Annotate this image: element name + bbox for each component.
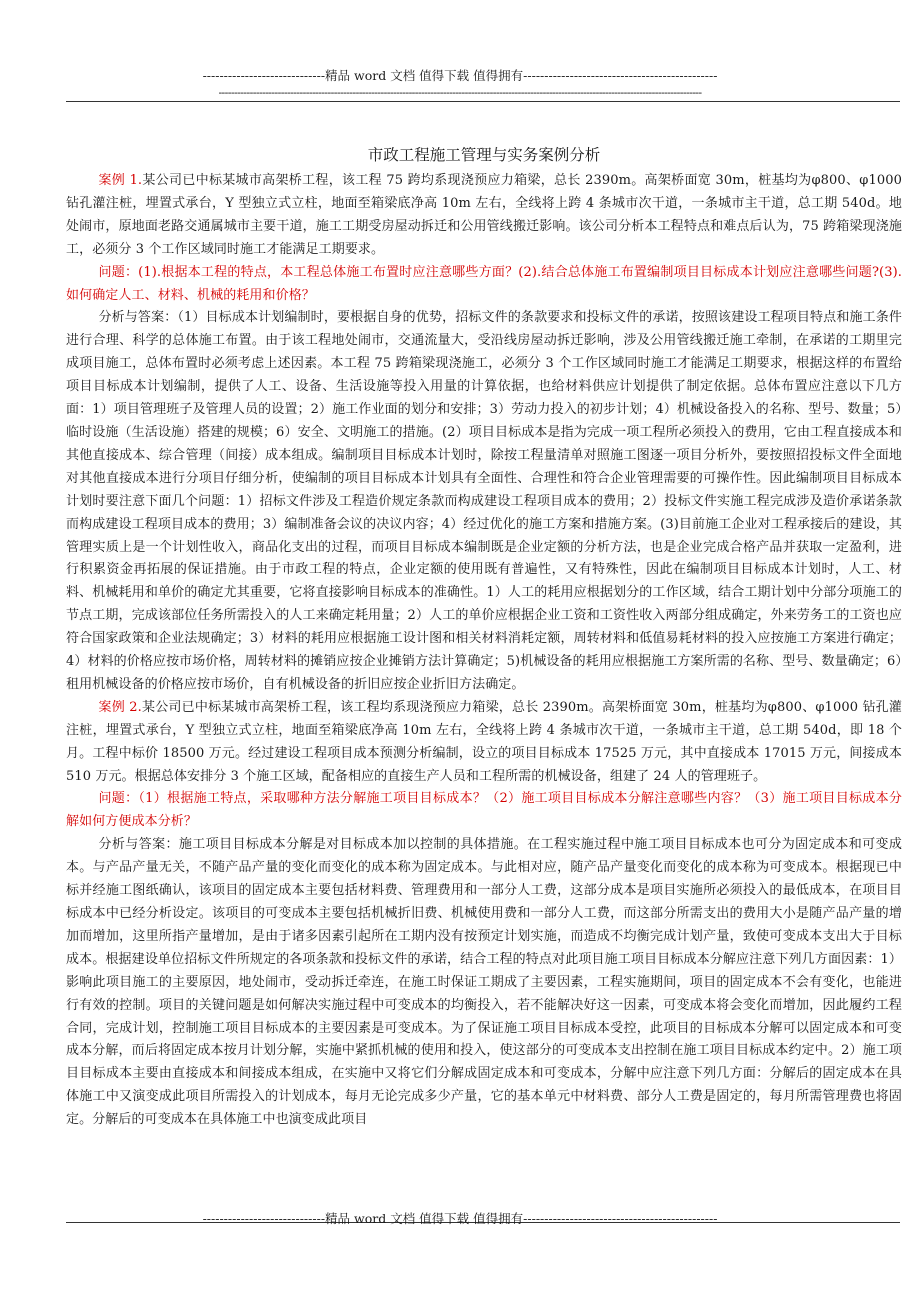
case1-paragraph — [66, 170, 902, 262]
case2-paragraph — [66, 697, 902, 789]
case2-text: 某公司已中标某城市高架桥工程，该工程均系现浇预应力箱梁，总长 2390m。高架桥面宽 30m，桩基均为φ800、φ1000 钻孔灌注桩，埋置式承台，Y 型独立式立柱，地面至箱梁底净高 10m 左右，全线将上跨 4 条城市次干道，一条城市主干道，总工期 540d，即 18 个月。工程中标价 18500 万元。经过建设工程项目成本预测分析编制，设立的项目目标成本 17525 万元，其中直接成本 17015 万元，间接成本 510 万元。根据总体安排分 3 个施工区域，配备相应的直接生产人员和工程所需的机械设备，组建了 24 人的管理班子。 — [66, 699, 902, 784]
page-footer: -----------------------------精品 word 文档 值得下载 值得拥有---------------------------------------------- — [202, 1211, 718, 1226]
case2-answer: 分析与答案：施工项目目标成本分解是对目标成本加以控制的具体措施。在工程实施过程中施工项目目标成本也可分为固定成本和可变成本。与产品产量无关，不随产品产量的变化而变化的成本称为固定成本。与此相对应，随产品产量变化而变化的成本称为可变成本。根据现已中标并经施工图纸确认，该项目的固定成本主要包括材料费、管理费用和一部分人工费，这部分成本是项目实施所必须投入的最低成本，在项目目标成本中已经分析设定。该项目的可变成本主要包括机械折旧费、机械使用费和一部分人工费，而这部分所需支出的费用大小是随产品产量的增加而增加，这里所指产量增加，是由于诸多因素引起所在工期内没有按预定计划实施，而造成不均衡完成计划产量，致使可变成本支出大于目标成本。根据建设单位招标文件所规定的各项条款和投标文件的承诺，结合工程的特点对此项目施工项目目标成本分解应注意下列几方面因素：1）影响此项目施工的主要原因，地处闹市，受动拆迁牵连，在施工时保证工期成了主要因素，工程实施期间，项目的固定成本不会有变化，也能进行有效的控制。项目的关键问题是如何解决实施过程中可变成本的均衡投入，若不能解决好这一因素，可变成本将会变化而增加，因此履约工程合同，完成计划，控制施工项目目标成本的主要因素是可变成本。为了保证施工项目目标成本受控，此项目的目标成本分解可以固定成本和可变成本分解，而后将固定成本按月计划分解，实施中紧抓机械的使用和投入，使这部分的可变成本支出控制在施工项目目标成本约定中。2）施工项目目标成本主要由直接成本和间接成本组成，在实施中又将它们分解成固定成本和可变成本，分解中应注意下列几方面：分解后的固定成本在具体施工中又演变成此项目所需投入的计划成本，每月无论完成多少产量，它的基本单元中材料费、部分人工费是固定的，每月所需管理费也将固定。分解后的可变成本在具体施工中也演变成此项目 — [66, 837, 902, 1128]
document-body — [66, 144, 902, 1132]
header-dash-line: ----------------------------------------------------------------------------------------------------------------------------------------------------------- — [218, 86, 702, 99]
case2-question: 问题：（1）根据施工特点，采取哪种方法分解施工项目目标成本？（2）施工项目目标成本分解注意哪些内容？（3）施工项目目标成本分解如何方便成本分析？ — [66, 791, 902, 830]
case2-label: 案例 2. — [98, 699, 142, 715]
case1-label: 案例 1. — [98, 173, 143, 188]
header-rule — [66, 101, 900, 102]
case1-text: 某公司已中标某城市高架桥工程，该工程 75 跨均系现浇预应力箱梁，总长 2390m。高架桥面宽 30m，桩基均为φ800、φ1000 钻孔灌注桩，埋置式承台，Y 型独立式立柱，地面至箱梁底净高 10m 左右，全线将上跨 4 条城市次干道，一条城市主干道，总工期 540d。地处闹市，原地面老路交通属城市主要干道，施工工期受房屋动拆迁和公用管线搬迁影响。该公司分析本工程特点和难点后认为，75 跨箱梁现浇施工，必须分 3 个工作区域同时施工才能满足工期要求。 — [66, 173, 902, 257]
case1-question: 问题：(1).根据本工程的特点，本工程总体施工布置时应注意哪些方面？(2).结合总体施工布置编制项目目标成本计划应注意哪些问题?(3).如何确定人工、材料、机械的耗用和价格？ — [66, 264, 902, 303]
page-header: -----------------------------精品 word 文档 值得下载 值得拥有---------------------------------------------- — [202, 68, 718, 83]
case1-answer: 分析与答案：（1）目标成本计划编制时，要根据自身的优势，招标文件的条款要求和投标文件的承诺，按照该建设工程项目特点和施工条件进行合理、科学的总体施工布置。由于该工程地处闹市，交通流量大，受沿线房屋动拆迁影响，涉及公用管线搬迁施工牵制，在承诺的工期里完成项目施工，总体布置时必须考虑上述因素。本工程 75 跨箱梁现浇施工，必须分 3 个工作区域同时施工才能满足工期要求，根据这样的布置给项目目标成本计划编制，提供了人工、设备、生活设施等投入用量的计算依据，也给材料供应计划提供了制定依据。总体布置应注意以下几方面：1）项目管理班子及管理人员的设置；2）施工作业面的划分和安排；3）劳动力投入的初步计划；4）机械设备投入的名称、型号、数量；5）临时设施（生活设施）搭建的规模；6）安全、文明施工的措施。(2）项目目标成本是指为完成一项工程所必须投入的费用，它由工程直接成本和其他直接成本、综合管理（间接）成本组成。编制项目目标成本计划时，除按工程量清单对照施工图逐一项目分析外，要按照招投标文件全面地对其他直接成本进行分项目仔细分析，使编制的项目目标成本计划具有全面性、合理性和符合企业管理需要的可操作性。因此编制项目目标成本计划时要注意下面几个问题：1）招标文件涉及工程造价规定条款而构成建设工程项目成本的费用；2）投标文件实施工程完成涉及造价承诺条款而构成建设工程项目成本的费用；3）编制准备会议的决议内容；4）经过优化的施工方案和措施方案。(3)目前施工企业对工程承接后的建设，其管理实质上是一个计划性收入，商品化支出的过程，而项目目标成本编制既是企业定额的分析方法，也是企业完成合格产品并获取一定盈利，进行积累资金再拓展的保证措施。由于市政工程的特点，企业定额的使用既有普遍性，又有特殊性，因此在编制项目目标成本计划时，人工、材料、机械耗用和单价的确定尤其重要，它将直接影响目标成本的准确性。1）人工的耗用应根据划分的工作区域，结合工期计划中分部分项施工的节点工期，完成该部位任务所需投入的人工来确定耗用量；2）人工的单价应根据企业工资和工资性收入两部分组成确定，外来劳务工的工资也应符合国家政策和企业法规确定；3）材料的耗用应根据施工设计图和相关材料消耗定额，周转材料和低值易耗材料的投入应按施工方案进行确定；4）材料的价格应按市场价格，周转材料的摊销应按企业摊销方法计算确定；5)机械设备的耗用应根据施工方案所需的名称、型号、数量确定；6）租用机械设备的价格应按市场价，自有机械设备的折旧应按企业折旧方法确定。 — [66, 310, 902, 692]
document-title: 市政工程施工管理与实务案例分析 — [367, 146, 601, 164]
